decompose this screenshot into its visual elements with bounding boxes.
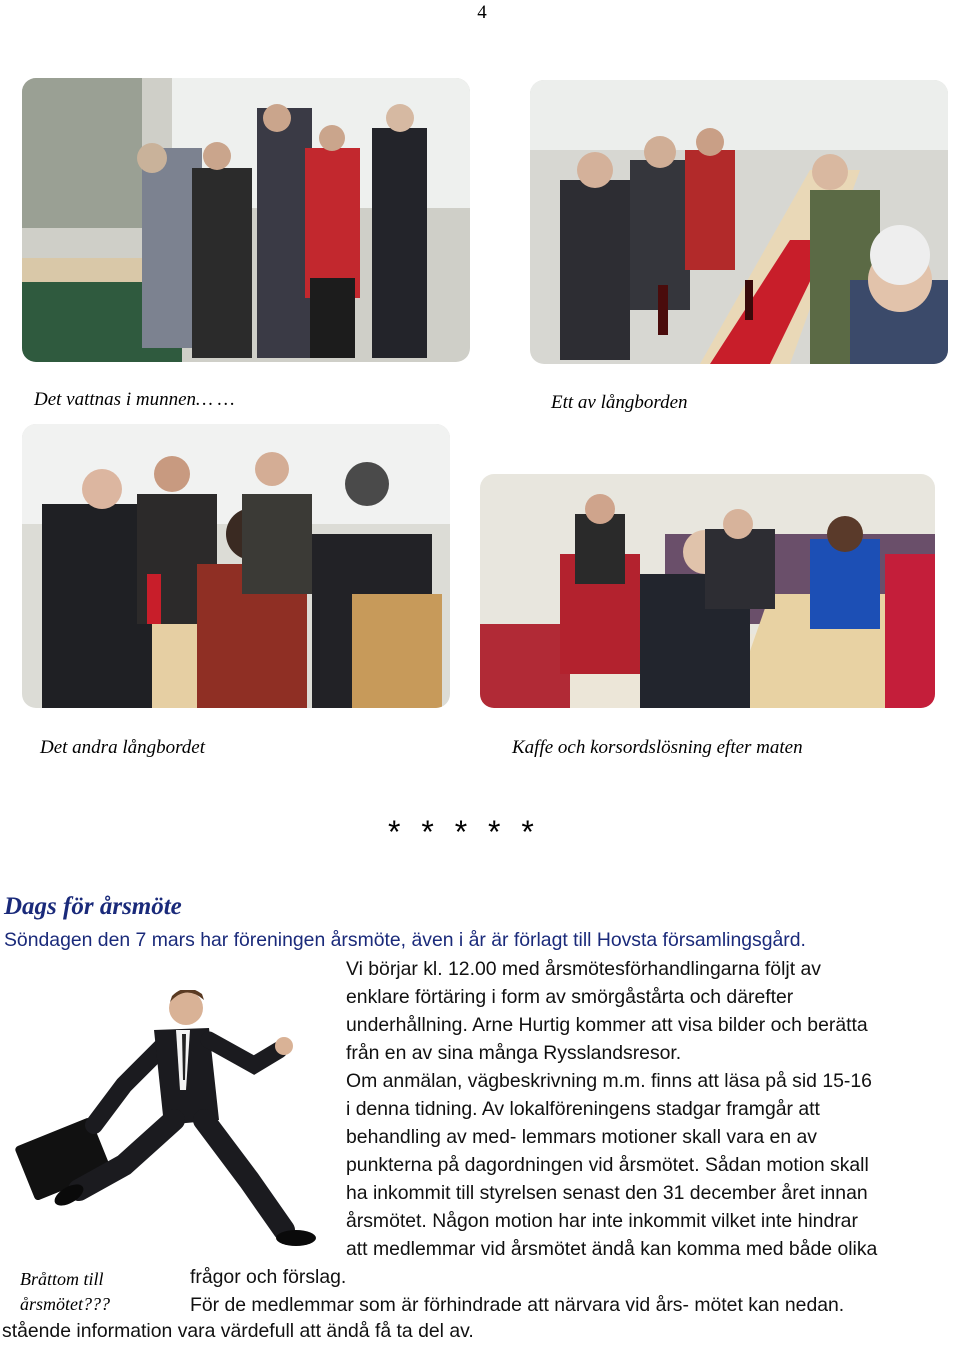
- article-line: Vi börjar kl. 12.00 med årsmötesförhandlingarna följt av: [346, 958, 821, 980]
- article-line-members: För de medlemmar som är förhindrade att närvara vid års- mötet kan nedan.: [190, 1294, 845, 1316]
- article-heading: Dags för årsmöte: [4, 893, 182, 920]
- running-businessman-image: [14, 990, 334, 1260]
- photo-second-table: [22, 424, 450, 708]
- photo-buffet: [22, 78, 470, 362]
- article-line: behandling av med- lemmars motioner skall vara en av: [346, 1126, 817, 1148]
- article-line: i denna tidning. Av lokalföreningens stadgar framgår att: [346, 1098, 820, 1120]
- photo-caption-buffet: Det vattnas i munnen… …: [34, 389, 235, 410]
- page-number: 4: [477, 2, 487, 23]
- article-line: punkterna på dagordningen vid årsmötet. Sådan motion skall: [346, 1154, 869, 1176]
- section-separator: * * * * *: [388, 814, 540, 850]
- runner-caption-line2: årsmötet???: [20, 1294, 110, 1314]
- article-line: enklare förtäring i form av smörgåstårta och därefter: [346, 986, 794, 1008]
- article-line-questions: frågor och förslag.: [190, 1266, 347, 1288]
- article-line: från en av sina många Rysslandsresor.: [346, 1042, 682, 1064]
- article-line-last: stående information vara värdefull att ändå få ta del av.: [2, 1320, 474, 1342]
- runner-caption-line1: Bråttom till: [20, 1269, 104, 1289]
- photo-caption-coffee: Kaffe och korsordslösning efter maten: [512, 737, 803, 758]
- photo-coffee-crossword: [480, 474, 935, 708]
- article-line: ha inkommit till styrelsen senast den 31 december året innan: [346, 1182, 868, 1204]
- photo-caption-second-table: Det andra långbordet: [40, 737, 206, 758]
- article-intro: Söndagen den 7 mars har föreningen årsmöte, även i år är förlagt till Hovsta församlingsgård.: [4, 929, 806, 951]
- photo-long-table: [530, 80, 948, 364]
- article-line: Om anmälan, vägbeskrivning m.m. finns att läsa på sid 15-16: [346, 1070, 872, 1092]
- article-line: att medlemmar vid årsmötet ändå kan komma med både olika: [346, 1238, 878, 1260]
- article-line: årsmötet. Någon motion har inte inkommit vilket inte hindrar: [346, 1210, 858, 1232]
- article-line: underhållning. Arne Hurtig kommer att visa bilder och berätta: [346, 1014, 868, 1036]
- photo-caption-long-table: Ett av långborden: [551, 392, 688, 413]
